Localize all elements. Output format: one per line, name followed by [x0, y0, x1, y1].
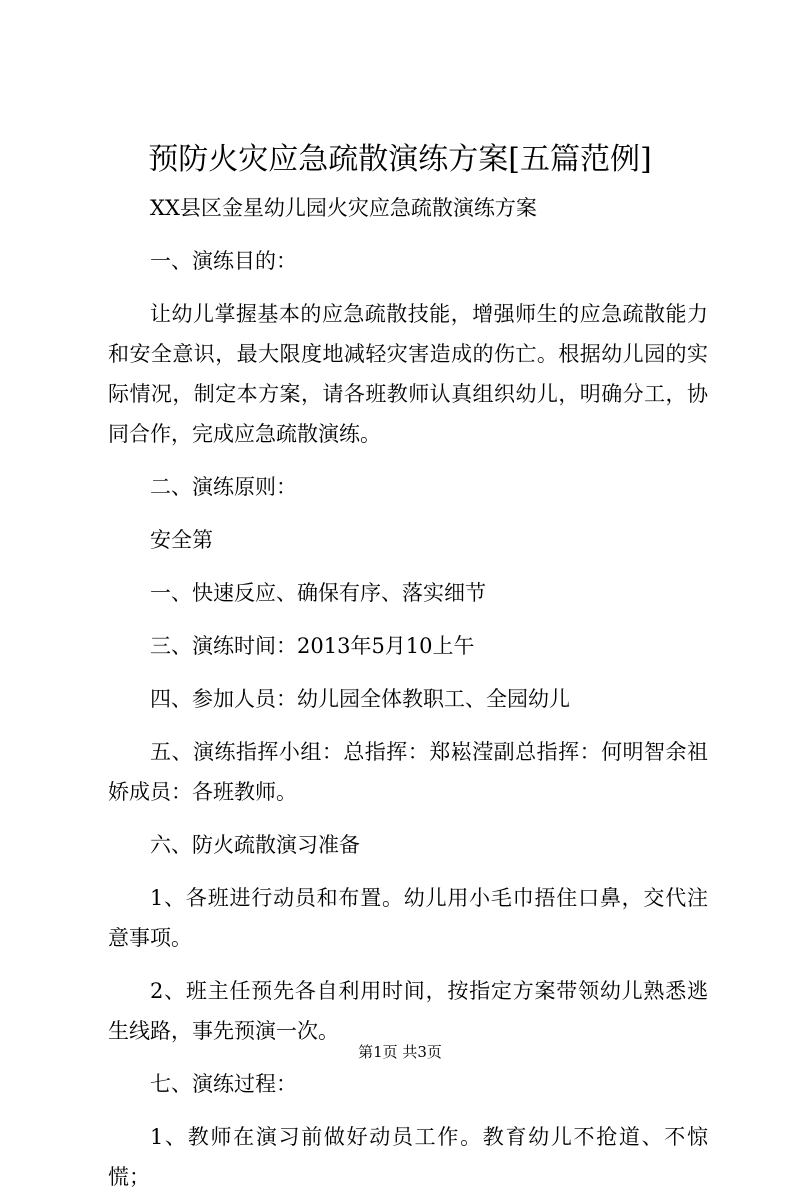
- page-footer: 第1页 共3页: [358, 1043, 442, 1061]
- paragraph-section-6-heading: 六、防火疏散演习准备: [150, 833, 360, 857]
- paragraph-safety-first: 安全第: [150, 528, 213, 552]
- paragraph-time: 三、演练时间：2013年5月10上午: [150, 634, 475, 658]
- document-title: 预防火灾应急疏散演练方案[五篇范例]: [148, 142, 652, 177]
- paragraph-prep-1: 1、各班进行动员和布置。幼儿用小毛巾捂住口鼻，交代注意事项。: [108, 886, 708, 950]
- paragraph-command-group: 五、演练指挥小组：总指挥：郑崧滢副总指挥：何明智余祖娇成员：各班教师。: [108, 740, 708, 804]
- paragraph-principles: 一、快速反应、确保有序、落实细节: [150, 581, 486, 605]
- paragraph-section-2-heading: 二、演练原则：: [150, 475, 297, 499]
- paragraph-section-7-heading: 七、演练过程：: [150, 1072, 297, 1096]
- paragraph-purpose: 让幼儿掌握基本的应急疏散技能，增强师生的应急疏散能力和安全意识，最大限度地减轻灾害造成的伤亡。根据幼儿园的实际情况，制定本方案，请各班教师认真组织幼儿，明确分工，协同合作，完成应急疏散演练。: [108, 302, 708, 446]
- paragraph-subtitle: XX县区金星幼儿园火灾应急疏散演练方案: [150, 196, 537, 220]
- paragraph-section-1-heading: 一、演练目的：: [150, 249, 297, 273]
- paragraph-process-1: 1、教师在演习前做好动员工作。教育幼儿不抢道、不惊慌；: [108, 1125, 708, 1189]
- paragraph-prep-2: 2、班主任预先各自利用时间，按指定方案带领幼儿熟悉逃生线路，事先预演一次。: [108, 979, 708, 1043]
- paragraph-participants: 四、参加人员：幼儿园全体教职工、全园幼儿: [150, 687, 570, 711]
